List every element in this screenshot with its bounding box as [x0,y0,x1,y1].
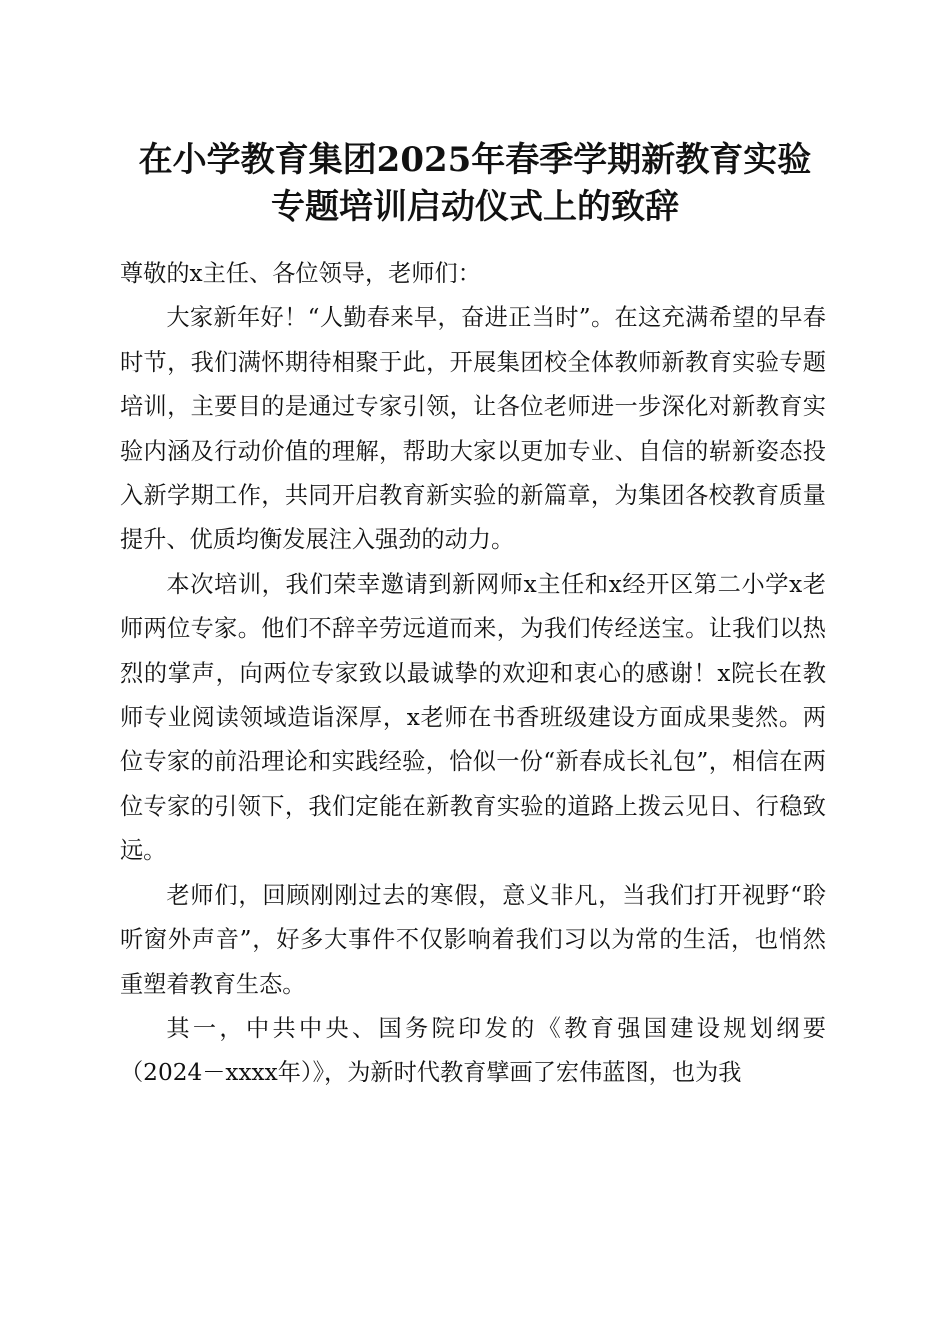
paragraph-2: 本次培训，我们荣幸邀请到新网师x主任和x经开区第二小学x老师两位专家。他们不辞辛劳远道而来，为我们传经送宝。让我们以热烈的掌声，向两位专家致以最诚挚的欢迎和衷心的感谢！x院长在教师专业阅读领域造诣深厚，x老师在书香班级建设方面成果斐然。两位专家的前沿理论和实践经验，恰似一份“新春成长礼包”，相信在两位专家的引领下，我们定能在新教育实验的道路上拨云见日、行稳致远。 [120,570,826,865]
paragraph-1: 大家新年好！“人勤春来早，奋进正当时”。在这充满希望的早春时节，我们满怀期待相聚于此，开展集团校全体教师新教育实验专题培训，主要目的是通过专家引领，让各位老师进一步深化对新教育实验内涵及行动价值的理解，帮助大家以更加专业、自信的崭新姿态投入新学期工作，共同开启教育新实验的新篇章，为集团各校教育质量提升、优质均衡发展注入强劲的动力。 [120,304,826,554]
document-body [120,252,826,1096]
document-title-line-2: 专题培训启动仪式上的致辞 [271,187,679,227]
paragraph-4: 其一，中共中央、国务院印发的《教育强国建设规划纲要（2024－xxxx年）》，为新时代教育擘画了宏伟蓝图，也为我 [120,1014,826,1087]
paragraph-3: 老师们，回顾刚刚过去的寒假，意义非凡，当我们打开视野“聆听窗外声音”，好多大事件不仅影响着我们习以为常的生活，也悄然重塑着教育生态。 [120,881,826,998]
salutation: 尊敬的x主任、各位领导，老师们： [120,260,481,287]
document-title-line-1: 在小学教育集团2025年春季学期新教育实验 [138,140,812,180]
